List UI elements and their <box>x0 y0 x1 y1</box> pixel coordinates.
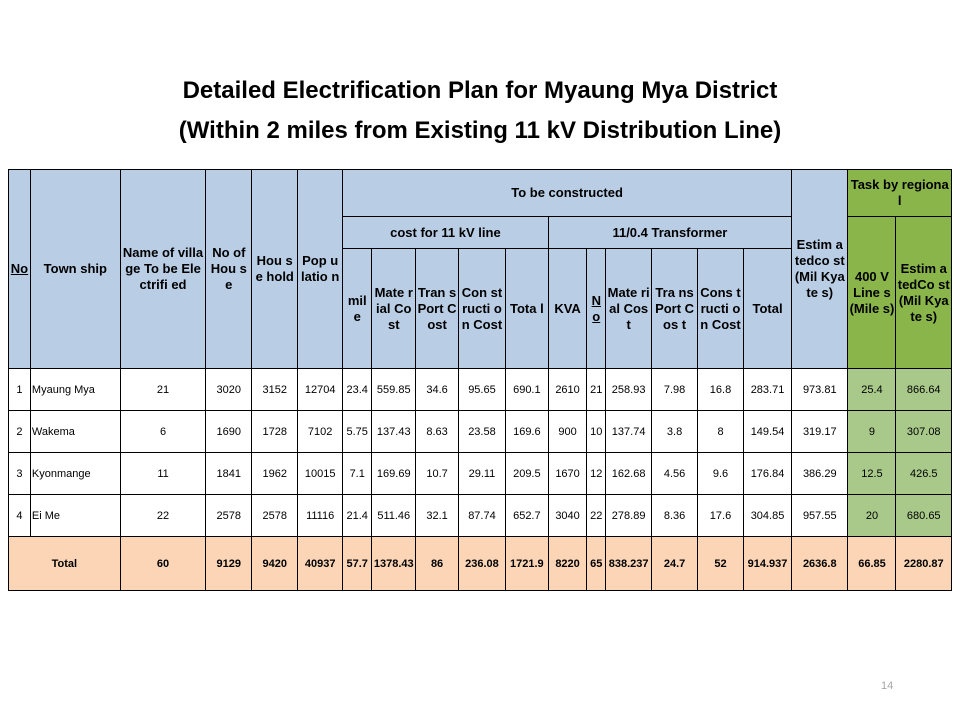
cell-transport: 32.1 <box>416 495 459 537</box>
header-construction-cost: Con st ructi on Cost <box>458 249 505 369</box>
cell-tr-material: 137.74 <box>606 411 652 453</box>
total-400v: 66.85 <box>848 537 896 591</box>
cell-no: 2 <box>9 411 31 453</box>
cell-tr-construction: 16.8 <box>698 369 744 411</box>
cell-tr-transport: 8.36 <box>652 495 698 537</box>
cell-total: 652.7 <box>505 495 548 537</box>
cell-household: 2578 <box>252 495 298 537</box>
header-kva: KVA <box>548 249 587 369</box>
header-population: Pop u latio n <box>298 170 343 369</box>
cell-tr-total: 176.84 <box>743 453 791 495</box>
cell-material: 169.69 <box>372 453 416 495</box>
cell-material: 559.85 <box>372 369 416 411</box>
table-row <box>9 369 952 411</box>
header-tr-material-cost: Mate rial Cost <box>606 249 652 369</box>
cell-population: 7102 <box>298 411 343 453</box>
cell-tr-material: 162.68 <box>606 453 652 495</box>
cell-est-cost: 973.81 <box>792 369 848 411</box>
header-material-cost: Mate rial Cost <box>372 249 416 369</box>
cell-mile: 23.4 <box>343 369 372 411</box>
cell-tr-total: 149.54 <box>743 411 791 453</box>
cell-township: Myaung Mya <box>30 369 120 411</box>
cell-kva: 900 <box>548 411 587 453</box>
cell-mile: 5.75 <box>343 411 372 453</box>
cell-tr-total: 283.71 <box>743 369 791 411</box>
total-est-cost: 2636.8 <box>792 537 848 591</box>
total-household: 9420 <box>252 537 298 591</box>
cell-tr-construction: 17.6 <box>698 495 744 537</box>
cell-material: 511.46 <box>372 495 416 537</box>
total-material: 1378.43 <box>372 537 416 591</box>
cell-total: 209.5 <box>505 453 548 495</box>
cell-construction: 95.65 <box>458 369 505 411</box>
total-village: 60 <box>120 537 206 591</box>
cell-reg-cost: 426.5 <box>896 453 952 495</box>
header-household: Hou se hold <box>252 170 298 369</box>
header-task-regional: Task by regional <box>848 170 952 217</box>
cell-village: 22 <box>120 495 206 537</box>
cell-no: 4 <box>9 495 31 537</box>
header-tr-total: Total <box>743 249 791 369</box>
cell-tr-transport: 3.8 <box>652 411 698 453</box>
cell-material: 137.43 <box>372 411 416 453</box>
cell-tr-no: 10 <box>587 411 606 453</box>
header-transformer: 11/0.4 Transformer <box>548 217 791 249</box>
cell-transport: 34.6 <box>416 369 459 411</box>
cell-village: 11 <box>120 453 206 495</box>
cell-household: 3152 <box>252 369 298 411</box>
header-township: Town ship <box>30 170 120 369</box>
cell-400v: 20 <box>848 495 896 537</box>
cell-kva: 3040 <box>548 495 587 537</box>
total-reg-cost: 2280.87 <box>896 537 952 591</box>
header-village: Name of village To be Electrifi ed <box>120 170 206 369</box>
cell-transport: 10.7 <box>416 453 459 495</box>
cell-village: 21 <box>120 369 206 411</box>
total-population: 40937 <box>298 537 343 591</box>
cell-total: 169.6 <box>505 411 548 453</box>
cell-reg-cost: 680.65 <box>896 495 952 537</box>
cell-kva: 1670 <box>548 453 587 495</box>
total-kva: 8220 <box>548 537 587 591</box>
cell-tr-construction: 8 <box>698 411 744 453</box>
cell-tr-transport: 4.56 <box>652 453 698 495</box>
cell-reg-cost: 307.08 <box>896 411 952 453</box>
cell-population: 12704 <box>298 369 343 411</box>
total-construction: 236.08 <box>458 537 505 591</box>
header-estimated-cost: Estim a tedco st (Mil Kyate s) <box>792 170 848 369</box>
cell-construction: 87.74 <box>458 495 505 537</box>
cell-houses: 3020 <box>206 369 252 411</box>
header-regional-cost: Estim a tedCo st (Mil Kyate s) <box>896 217 952 369</box>
cell-tr-material: 278.89 <box>606 495 652 537</box>
header-line-total: Tota l <box>505 249 548 369</box>
cell-400v: 9 <box>848 411 896 453</box>
cell-household: 1728 <box>252 411 298 453</box>
header-tr-construction-cost: Cons t ructi on Cost <box>698 249 744 369</box>
page-subtitle: (Within 2 miles from Existing 11 kV Distribution Line) <box>178 117 782 144</box>
header-400v-lines: 400 V Line s (Mile s) <box>848 217 896 369</box>
cell-tr-total: 304.85 <box>743 495 791 537</box>
cell-est-cost: 957.55 <box>792 495 848 537</box>
cell-total: 690.1 <box>505 369 548 411</box>
total-mile: 57.7 <box>343 537 372 591</box>
cell-tr-no: 21 <box>587 369 606 411</box>
header-to-be-constructed: To be constructed <box>343 170 792 217</box>
cell-houses: 1841 <box>206 453 252 495</box>
cell-construction: 29.11 <box>458 453 505 495</box>
cell-tr-construction: 9.6 <box>698 453 744 495</box>
cell-400v: 25.4 <box>848 369 896 411</box>
cell-mile: 21.4 <box>343 495 372 537</box>
cell-tr-no: 22 <box>587 495 606 537</box>
cell-population: 10015 <box>298 453 343 495</box>
electrification-plan-table <box>8 169 952 591</box>
total-tr-no: 65 <box>587 537 606 591</box>
table-row <box>9 495 952 537</box>
total-houses: 9129 <box>206 537 252 591</box>
page-title: Detailed Electrification Plan for Myaung Mya District <box>182 77 778 104</box>
cell-no: 3 <box>9 453 31 495</box>
table-row <box>9 411 952 453</box>
cell-est-cost: 386.29 <box>792 453 848 495</box>
cell-transport: 8.63 <box>416 411 459 453</box>
cell-tr-transport: 7.98 <box>652 369 698 411</box>
total-row <box>9 537 952 591</box>
table-row <box>9 453 952 495</box>
total-label: Total <box>9 537 121 591</box>
cell-kva: 2610 <box>548 369 587 411</box>
total-tr-transport: 24.7 <box>652 537 698 591</box>
cell-construction: 23.58 <box>458 411 505 453</box>
header-transport-cost: Tran s Port Cost <box>416 249 459 369</box>
cell-tr-no: 12 <box>587 453 606 495</box>
total-total: 1721.9 <box>505 537 548 591</box>
total-transport: 86 <box>416 537 459 591</box>
page-number: 14 <box>881 680 894 692</box>
total-tr-material: 838.237 <box>606 537 652 591</box>
cell-village: 6 <box>120 411 206 453</box>
header-tr-transport-cost: Tra ns Port Cos t <box>652 249 698 369</box>
cell-township: Kyonmange <box>30 453 120 495</box>
cell-township: Wakema <box>30 411 120 453</box>
total-tr-construction: 52 <box>698 537 744 591</box>
cell-400v: 12.5 <box>848 453 896 495</box>
header-cost-11kv: cost for 11 kV line <box>343 217 549 249</box>
header-mile: mil e <box>343 249 372 369</box>
cell-houses: 1690 <box>206 411 252 453</box>
header-no: No <box>9 170 31 369</box>
header-houses: No of Hou se <box>206 170 252 369</box>
cell-mile: 7.1 <box>343 453 372 495</box>
header-transformer-no: No <box>587 249 606 369</box>
cell-houses: 2578 <box>206 495 252 537</box>
cell-no: 1 <box>9 369 31 411</box>
cell-household: 1962 <box>252 453 298 495</box>
total-tr-total: 914.937 <box>743 537 791 591</box>
cell-est-cost: 319.17 <box>792 411 848 453</box>
cell-tr-material: 258.93 <box>606 369 652 411</box>
cell-township: Ei Me <box>30 495 120 537</box>
cell-reg-cost: 866.64 <box>896 369 952 411</box>
cell-population: 11116 <box>298 495 343 537</box>
